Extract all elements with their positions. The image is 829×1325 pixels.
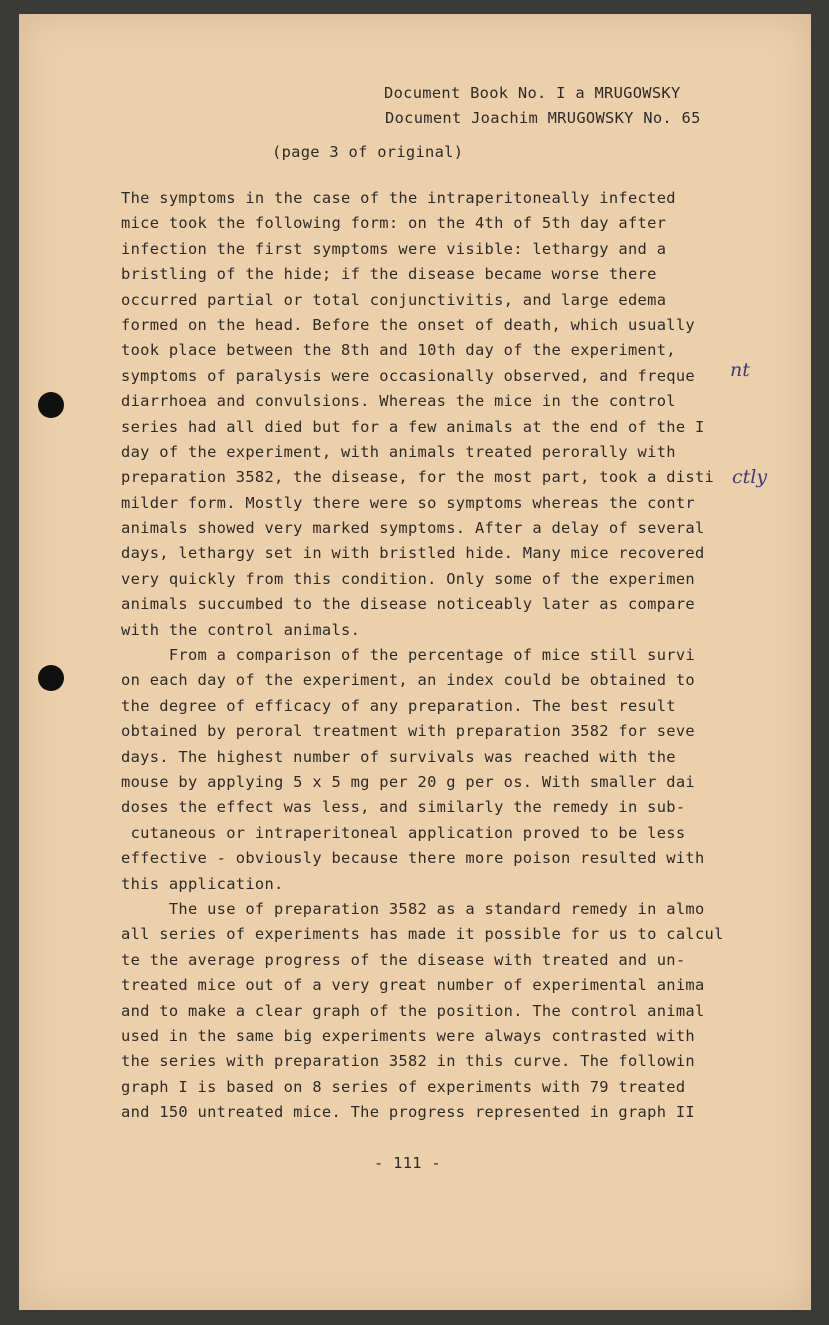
body-line: and 150 untreated mice. The progress represented in graph II [121,1103,695,1122]
handwritten-insert-ctly: ctly [732,466,768,488]
body-line: this application. [121,874,284,893]
body-line: series had all died but for a few animals at the end of the I [121,417,705,436]
document-body [121,186,801,1125]
punch-hole-top [38,392,64,418]
document-number-line: Document Joachim MRUGOWSKY No. 65 [385,109,701,127]
body-line: animals succumbed to the disease noticeably later as compare [121,595,695,614]
body-line: graph I is based on 8 series of experiments with 79 treated [121,1077,686,1096]
body-line: days. The highest number of survivals was reached with the [121,747,676,766]
document-book-line: Document Book No. I a MRUGOWSKY [384,84,681,102]
handwritten-insert-nt: nt [730,359,750,381]
body-line: formed on the head. Before the onset of death, which usually [121,315,695,334]
body-line: animals showed very marked symptoms. After a delay of several [121,519,705,538]
body-line: used in the same big experiments were always contrasted with [121,1026,695,1045]
punch-hole-bottom [38,665,64,691]
body-line: doses the effect was less, and similarly the remedy in sub- [121,798,686,817]
body-line: The use of preparation 3582 as a standard remedy in almo [121,899,705,918]
body-line: mice took the following form: on the 4th of 5th day after [121,214,667,233]
body-line: with the control animals. [121,620,361,639]
body-line: bristling of the hide; if the disease became worse there [121,265,657,284]
document-page [19,14,811,1310]
body-line: the degree of efficacy of any preparation. The best result [121,696,676,715]
body-line: treated mice out of a very great number of experimental anima [121,976,705,995]
body-line: diarrhoea and convulsions. Whereas the mice in the control [121,392,676,411]
body-line: and to make a clear graph of the position. The control animal [121,1001,705,1020]
body-line: effective - obviously because there more poison resulted with [121,849,705,868]
body-line: the series with preparation 3582 in this curve. The followin [121,1052,695,1071]
body-line: te the average progress of the disease with treated and un- [121,950,686,969]
body-line: obtained by peroral treatment with preparation 3582 for seve [121,722,695,741]
page-reference: (page 3 of original) [272,143,464,161]
body-line: occurred partial or total conjunctivitis, and large edema [121,290,667,309]
body-line: symptoms of paralysis were occasionally observed, and freque [121,366,695,385]
body-line: cutaneous or intraperitoneal application proved to be less [121,823,686,842]
body-line: preparation 3582, the disease, for the most part, took a disti [121,468,715,487]
body-line: The symptoms in the case of the intraperitoneally infected [121,189,676,207]
body-line: took place between the 8th and 10th day of the experiment, [121,341,676,360]
body-line: mouse by applying 5 x 5 mg per 20 g per os. With smaller dai [121,772,695,791]
body-line: milder form. Mostly there were so symptoms whereas the contr [121,493,695,512]
body-line: days, lethargy set in with bristled hide. Many mice recovered [121,544,705,563]
body-line: day of the experiment, with animals treated perorally with [121,442,676,461]
body-line: infection the first symptoms were visible: lethargy and a [121,239,667,258]
body-line: very quickly from this condition. Only some of the experimen [121,569,695,588]
body-line: on each day of the experiment, an index could be obtained to [121,671,695,690]
body-line: all series of experiments has made it possible for us to calcul [121,925,724,944]
page-number: - 111 - [374,1154,441,1172]
body-line: From a comparison of the percentage of mice still survi [121,646,695,665]
